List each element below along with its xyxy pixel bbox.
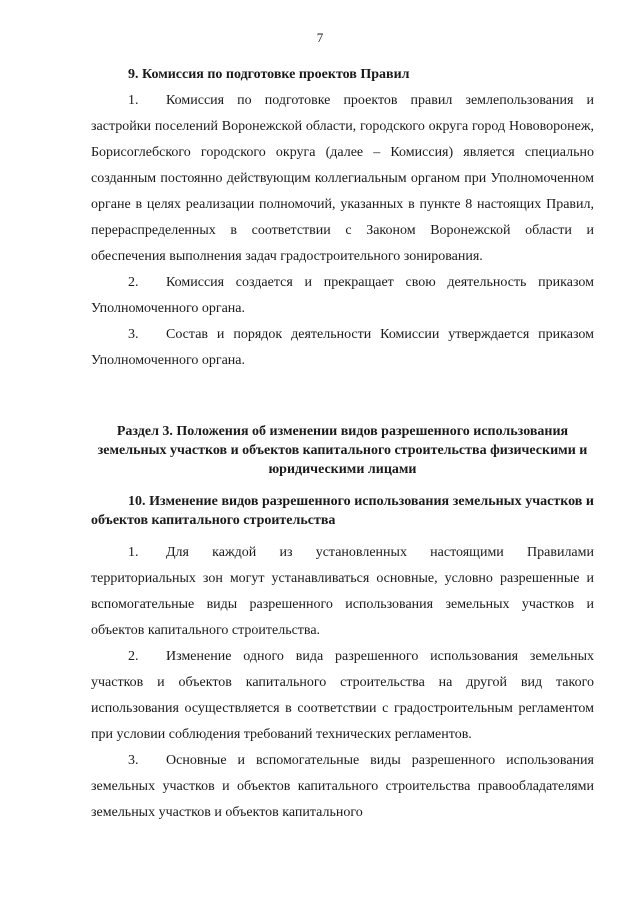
page-number: 7 bbox=[316, 30, 324, 45]
item-number: 3. bbox=[128, 327, 139, 342]
article-10-item-3 bbox=[91, 748, 594, 826]
item-number: 3. bbox=[128, 753, 139, 768]
section-3-heading: Раздел 3. Положения об изменении видов разрешенного использования земельных участков и объектов капитального строительства физическими и юридическими лицами bbox=[97, 424, 588, 477]
article-10-item-1 bbox=[91, 540, 594, 644]
article-9-item-3 bbox=[91, 322, 594, 374]
item-number: 1. bbox=[128, 93, 139, 108]
article-9-item-1 bbox=[91, 88, 594, 270]
item-text: Основные и вспомогательные виды разрешенного использования земельных участков и объектов капитального строительства правообладателями земельных участков и объектов капитального bbox=[91, 753, 594, 820]
item-text: Для каждой из установленных настоящими Правилами территориальных зон могут устанавливаться основные, условно разрешенные и вспомогательные виды разрешенного использования земельных участков и объектов капитального строительства. bbox=[91, 545, 594, 638]
item-text: Изменение одного вида разрешенного использования земельных участков и объектов капитального строительства на другой вид такого использования осуществляется в соответствии с градостроительным регламентом при условии соблюдения требований технических регламентов. bbox=[91, 649, 594, 742]
item-text: Комиссия создается и прекращает свою деятельность приказом Уполномоченного органа. bbox=[91, 275, 594, 316]
item-text: Комиссия по подготовке проектов правил землепользования и застройки поселений Воронежской области, городского округа город Нововоронеж, Борисоглебского городского округа (далее – Комиссия) является специально созданным постоянно действующим коллегиальным органом при Уполномоченном органе в целях реализации полномочий, указанных в пункте 8 настоящих Правил, перераспределенных в соответствии с Законом Воронежской области и обеспечения выполнения задач градостроительного зонирования. bbox=[91, 93, 594, 264]
item-text: Состав и порядок деятельности Комиссии утверждается приказом Уполномоченного органа. bbox=[91, 327, 594, 368]
article-10 bbox=[91, 540, 594, 826]
item-number: 2. bbox=[128, 649, 139, 664]
article-10-item-2 bbox=[91, 644, 594, 748]
item-number: 1. bbox=[128, 545, 139, 560]
article-9-item-2 bbox=[91, 270, 594, 322]
article-9-heading: 9. Комиссия по подготовке проектов Правил bbox=[128, 67, 410, 82]
article-9 bbox=[91, 62, 594, 374]
article-10-heading: 10. Изменение видов разрешенного использования земельных участков и объектов капитального строительства bbox=[91, 494, 594, 528]
item-number: 2. bbox=[128, 275, 139, 290]
